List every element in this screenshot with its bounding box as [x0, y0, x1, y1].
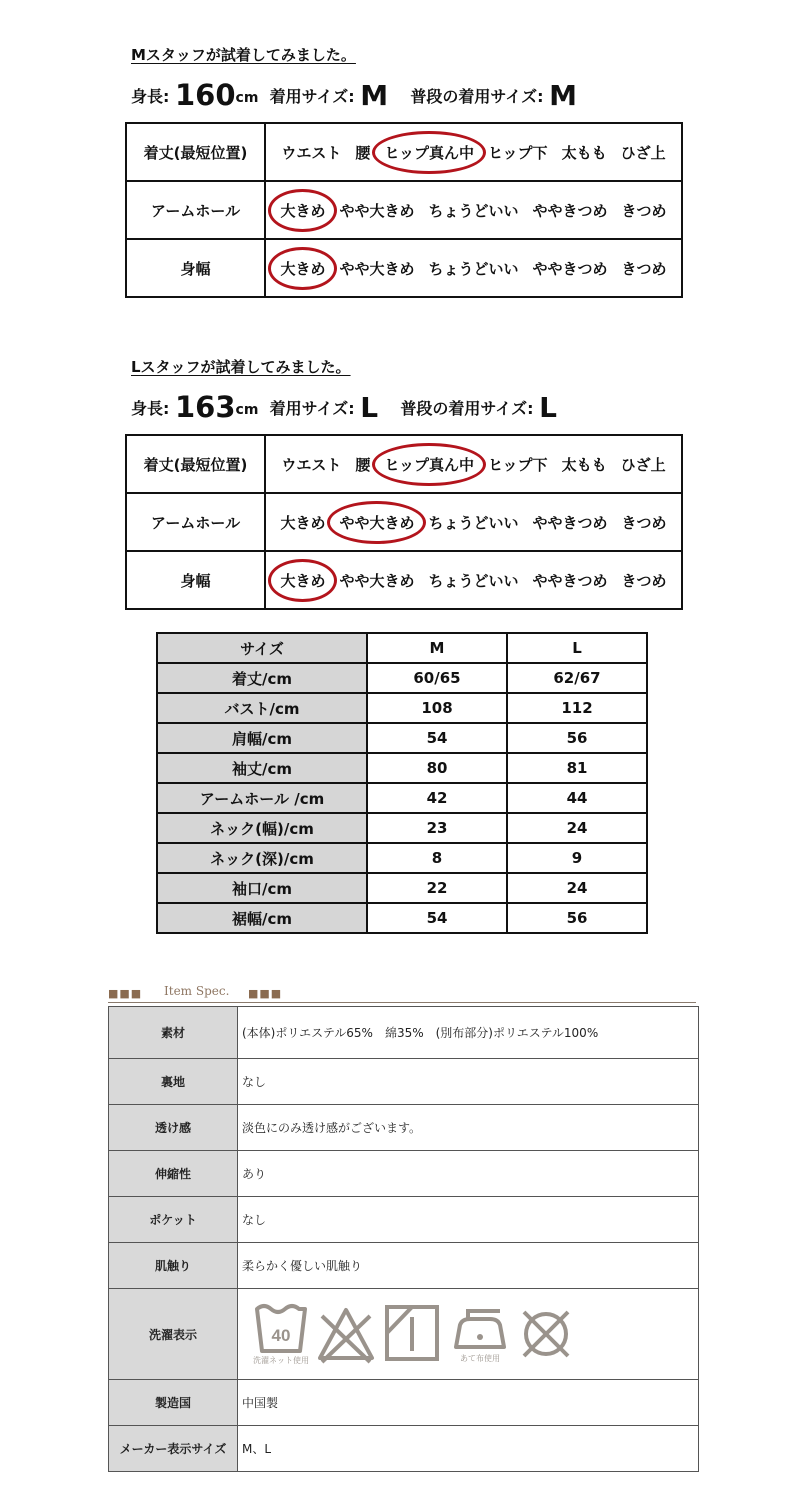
fit-option: ウエスト — [281, 455, 342, 474]
fit-option-selected: 大きめ — [280, 259, 326, 278]
wear-size-label: 着用サイズ: — [269, 399, 355, 418]
fit-option: ウエスト — [281, 143, 342, 162]
spec-value: 中国製 — [242, 1396, 279, 1410]
spec-value: 淡色にのみ透け感がございます。 — [242, 1121, 422, 1135]
size-row — [157, 663, 647, 693]
size-row-label: 裾幅/cm — [157, 903, 367, 933]
fit-row — [127, 552, 681, 608]
spec-header-rule — [108, 1002, 696, 1003]
size-value-cell: 112 — [507, 693, 647, 723]
size-row — [157, 813, 647, 843]
spec-key: 製造国 — [109, 1380, 238, 1425]
fit-option: ややきつめ — [532, 513, 608, 532]
size-value-cell: 44 — [507, 783, 647, 813]
size-row-label: ネック(深)/cm — [157, 843, 367, 873]
size-value-cell: 8 — [367, 843, 507, 873]
fit-option-selected: ヒップ真ん中 — [384, 455, 474, 474]
care-icons — [242, 1301, 576, 1367]
size-value-cell: 24 — [507, 873, 647, 903]
spec-key: 透け感 — [109, 1105, 238, 1150]
fit-options — [266, 124, 681, 180]
size-value-cell: 54 — [367, 723, 507, 753]
l-staff-section — [125, 352, 681, 608]
size-value-cell: 81 — [507, 753, 647, 783]
size-value-cell: 56 — [507, 723, 647, 753]
usual-size-value: M — [549, 79, 577, 112]
spec-value: なし — [242, 1075, 267, 1089]
spec-value: M、L — [242, 1442, 272, 1456]
size-row-label: バスト/cm — [157, 693, 367, 723]
fit-option: きつめ — [621, 513, 667, 532]
spec-row — [109, 1059, 698, 1105]
wash-temp-text: 40 — [271, 1326, 291, 1345]
fit-option: ややきつめ — [532, 571, 608, 590]
spec-key: メーカー表示サイズ — [109, 1426, 238, 1471]
m-staff-stats — [131, 78, 577, 112]
size-header-cell: M — [367, 633, 507, 663]
fit-option: きつめ — [621, 259, 667, 278]
spec-row — [109, 1197, 698, 1243]
deco-squares-right: ■■■ — [248, 987, 283, 1000]
height-value: 160 — [174, 78, 236, 112]
spec-value: (本体)ポリエステル65% 綿35% (別布部分)ポリエステル100% — [242, 1026, 599, 1040]
spec-key: 素材 — [109, 1007, 238, 1058]
fit-option: きつめ — [621, 571, 667, 590]
fit-option: ひざ上 — [620, 143, 666, 162]
fit-row-label: 着丈(最短位置) — [127, 124, 266, 180]
fit-option: ちょうどいい — [428, 571, 519, 590]
m-fit-table — [125, 122, 683, 298]
spec-row — [109, 1151, 698, 1197]
height-label: 身長: — [131, 399, 170, 418]
fit-option: ややきつめ — [532, 201, 608, 220]
spec-row — [109, 1426, 698, 1471]
item-spec-table — [108, 1006, 699, 1472]
size-value-cell: 9 — [507, 843, 647, 873]
spec-row — [109, 1289, 698, 1380]
spec-value: 柔らかく優しい肌触り — [242, 1259, 363, 1273]
size-row — [157, 723, 647, 753]
fit-option-selected: やや大きめ — [339, 513, 415, 532]
item-spec-header — [108, 984, 696, 1000]
fit-option: 腰 — [355, 455, 371, 474]
fit-row — [127, 124, 681, 182]
line-dry-shade-icon — [382, 1303, 442, 1365]
size-row — [157, 783, 647, 813]
fit-option: やや大きめ — [339, 571, 415, 590]
fit-option: ちょうどいい — [428, 201, 519, 220]
spec-key: 洗濯表示 — [109, 1289, 238, 1379]
fit-option: 腰 — [355, 143, 371, 162]
size-value-cell: 108 — [367, 693, 507, 723]
fit-option-selected: 大きめ — [280, 571, 326, 590]
fit-option: やや大きめ — [339, 201, 415, 220]
fit-option: きつめ — [621, 201, 667, 220]
spec-key: ポケット — [109, 1197, 238, 1242]
spec-value: なし — [242, 1213, 267, 1227]
fit-option: ちょうどいい — [428, 513, 519, 532]
height-unit: cm — [235, 90, 259, 106]
l-staff-stats — [131, 390, 557, 424]
care-symbols — [238, 1289, 698, 1379]
size-value-cell: 42 — [367, 783, 507, 813]
item-spec-title: Item Spec. — [164, 984, 230, 998]
wear-size-label: 着用サイズ: — [269, 87, 355, 106]
fit-options — [266, 494, 681, 550]
size-chart-table — [156, 632, 648, 934]
usual-size-label: 普段の着用サイズ: — [400, 399, 534, 418]
size-header-cell: サイズ — [157, 633, 367, 663]
size-row-label: アームホール /cm — [157, 783, 367, 813]
l-fit-table — [125, 434, 683, 610]
fit-option: 太もも — [561, 455, 607, 474]
fit-option: ちょうどいい — [428, 259, 519, 278]
wear-size-value: L — [360, 391, 379, 424]
fit-option: 大きめ — [280, 513, 326, 532]
size-value-cell: 24 — [507, 813, 647, 843]
spec-row — [109, 1007, 698, 1059]
fit-row — [127, 436, 681, 494]
size-row — [157, 693, 647, 723]
m-staff-section — [125, 40, 681, 296]
size-row — [157, 903, 647, 933]
m-staff-title: Mスタッフが試着してみました。 — [131, 46, 356, 64]
fit-row-label: アームホール — [127, 182, 266, 238]
spec-row — [109, 1105, 698, 1151]
iron-note-text: あて布使用 — [460, 1354, 500, 1363]
fit-option: ヒップ下 — [488, 455, 548, 474]
size-row — [157, 843, 647, 873]
fit-options — [266, 436, 681, 492]
spec-value: あり — [242, 1167, 267, 1181]
size-value-cell: 23 — [367, 813, 507, 843]
fit-option: ひざ上 — [620, 455, 666, 474]
wash-note-text: 洗濯ネット使用 — [253, 1356, 309, 1365]
size-row-label: 袖口/cm — [157, 873, 367, 903]
spec-row — [109, 1380, 698, 1426]
wear-size-value: M — [360, 79, 389, 112]
size-row — [157, 753, 647, 783]
fit-row-label: 身幅 — [127, 552, 266, 608]
wash-40-net-icon — [252, 1301, 310, 1367]
fit-option: やや大きめ — [339, 259, 415, 278]
fit-option-selected: 大きめ — [280, 201, 326, 220]
fit-option: ややきつめ — [532, 259, 608, 278]
size-value-cell: 22 — [367, 873, 507, 903]
fit-option: ヒップ下 — [488, 143, 548, 162]
fit-row — [127, 240, 681, 296]
l-staff-title: Lスタッフが試着してみました。 — [131, 358, 351, 376]
no-bleach-icon — [316, 1304, 376, 1364]
fit-row-label: アームホール — [127, 494, 266, 550]
size-value-cell: 80 — [367, 753, 507, 783]
fit-row-label: 身幅 — [127, 240, 266, 296]
usual-size-value: L — [539, 391, 557, 424]
fit-option: 太もも — [561, 143, 607, 162]
size-header-cell: L — [507, 633, 647, 663]
size-header-row — [157, 633, 647, 663]
size-value-cell: 54 — [367, 903, 507, 933]
fit-row — [127, 182, 681, 240]
size-value-cell: 60/65 — [367, 663, 507, 693]
size-row-label: 肩幅/cm — [157, 723, 367, 753]
fit-row — [127, 494, 681, 552]
size-row-label: 着丈/cm — [157, 663, 367, 693]
height-label: 身長: — [131, 87, 170, 106]
usual-size-label: 普段の着用サイズ: — [410, 87, 544, 106]
size-row-label: 袖丈/cm — [157, 753, 367, 783]
spec-row — [109, 1243, 698, 1289]
size-value-cell: 56 — [507, 903, 647, 933]
fit-options — [266, 240, 681, 296]
spec-key: 裏地 — [109, 1059, 238, 1104]
spec-key: 伸縮性 — [109, 1151, 238, 1196]
fit-options — [266, 552, 681, 608]
height-unit: cm — [235, 402, 259, 418]
deco-squares-left: ■■■ — [108, 987, 143, 1000]
size-value-cell: 62/67 — [507, 663, 647, 693]
height-value: 163 — [174, 390, 236, 424]
iron-cloth-icon — [448, 1303, 510, 1365]
no-dry-clean-icon — [516, 1304, 576, 1364]
fit-option-selected: ヒップ真ん中 — [384, 143, 474, 162]
size-row-label: ネック(幅)/cm — [157, 813, 367, 843]
spec-key: 肌触り — [109, 1243, 238, 1288]
size-row — [157, 873, 647, 903]
fit-row-label: 着丈(最短位置) — [127, 436, 266, 492]
fit-options — [266, 182, 681, 238]
